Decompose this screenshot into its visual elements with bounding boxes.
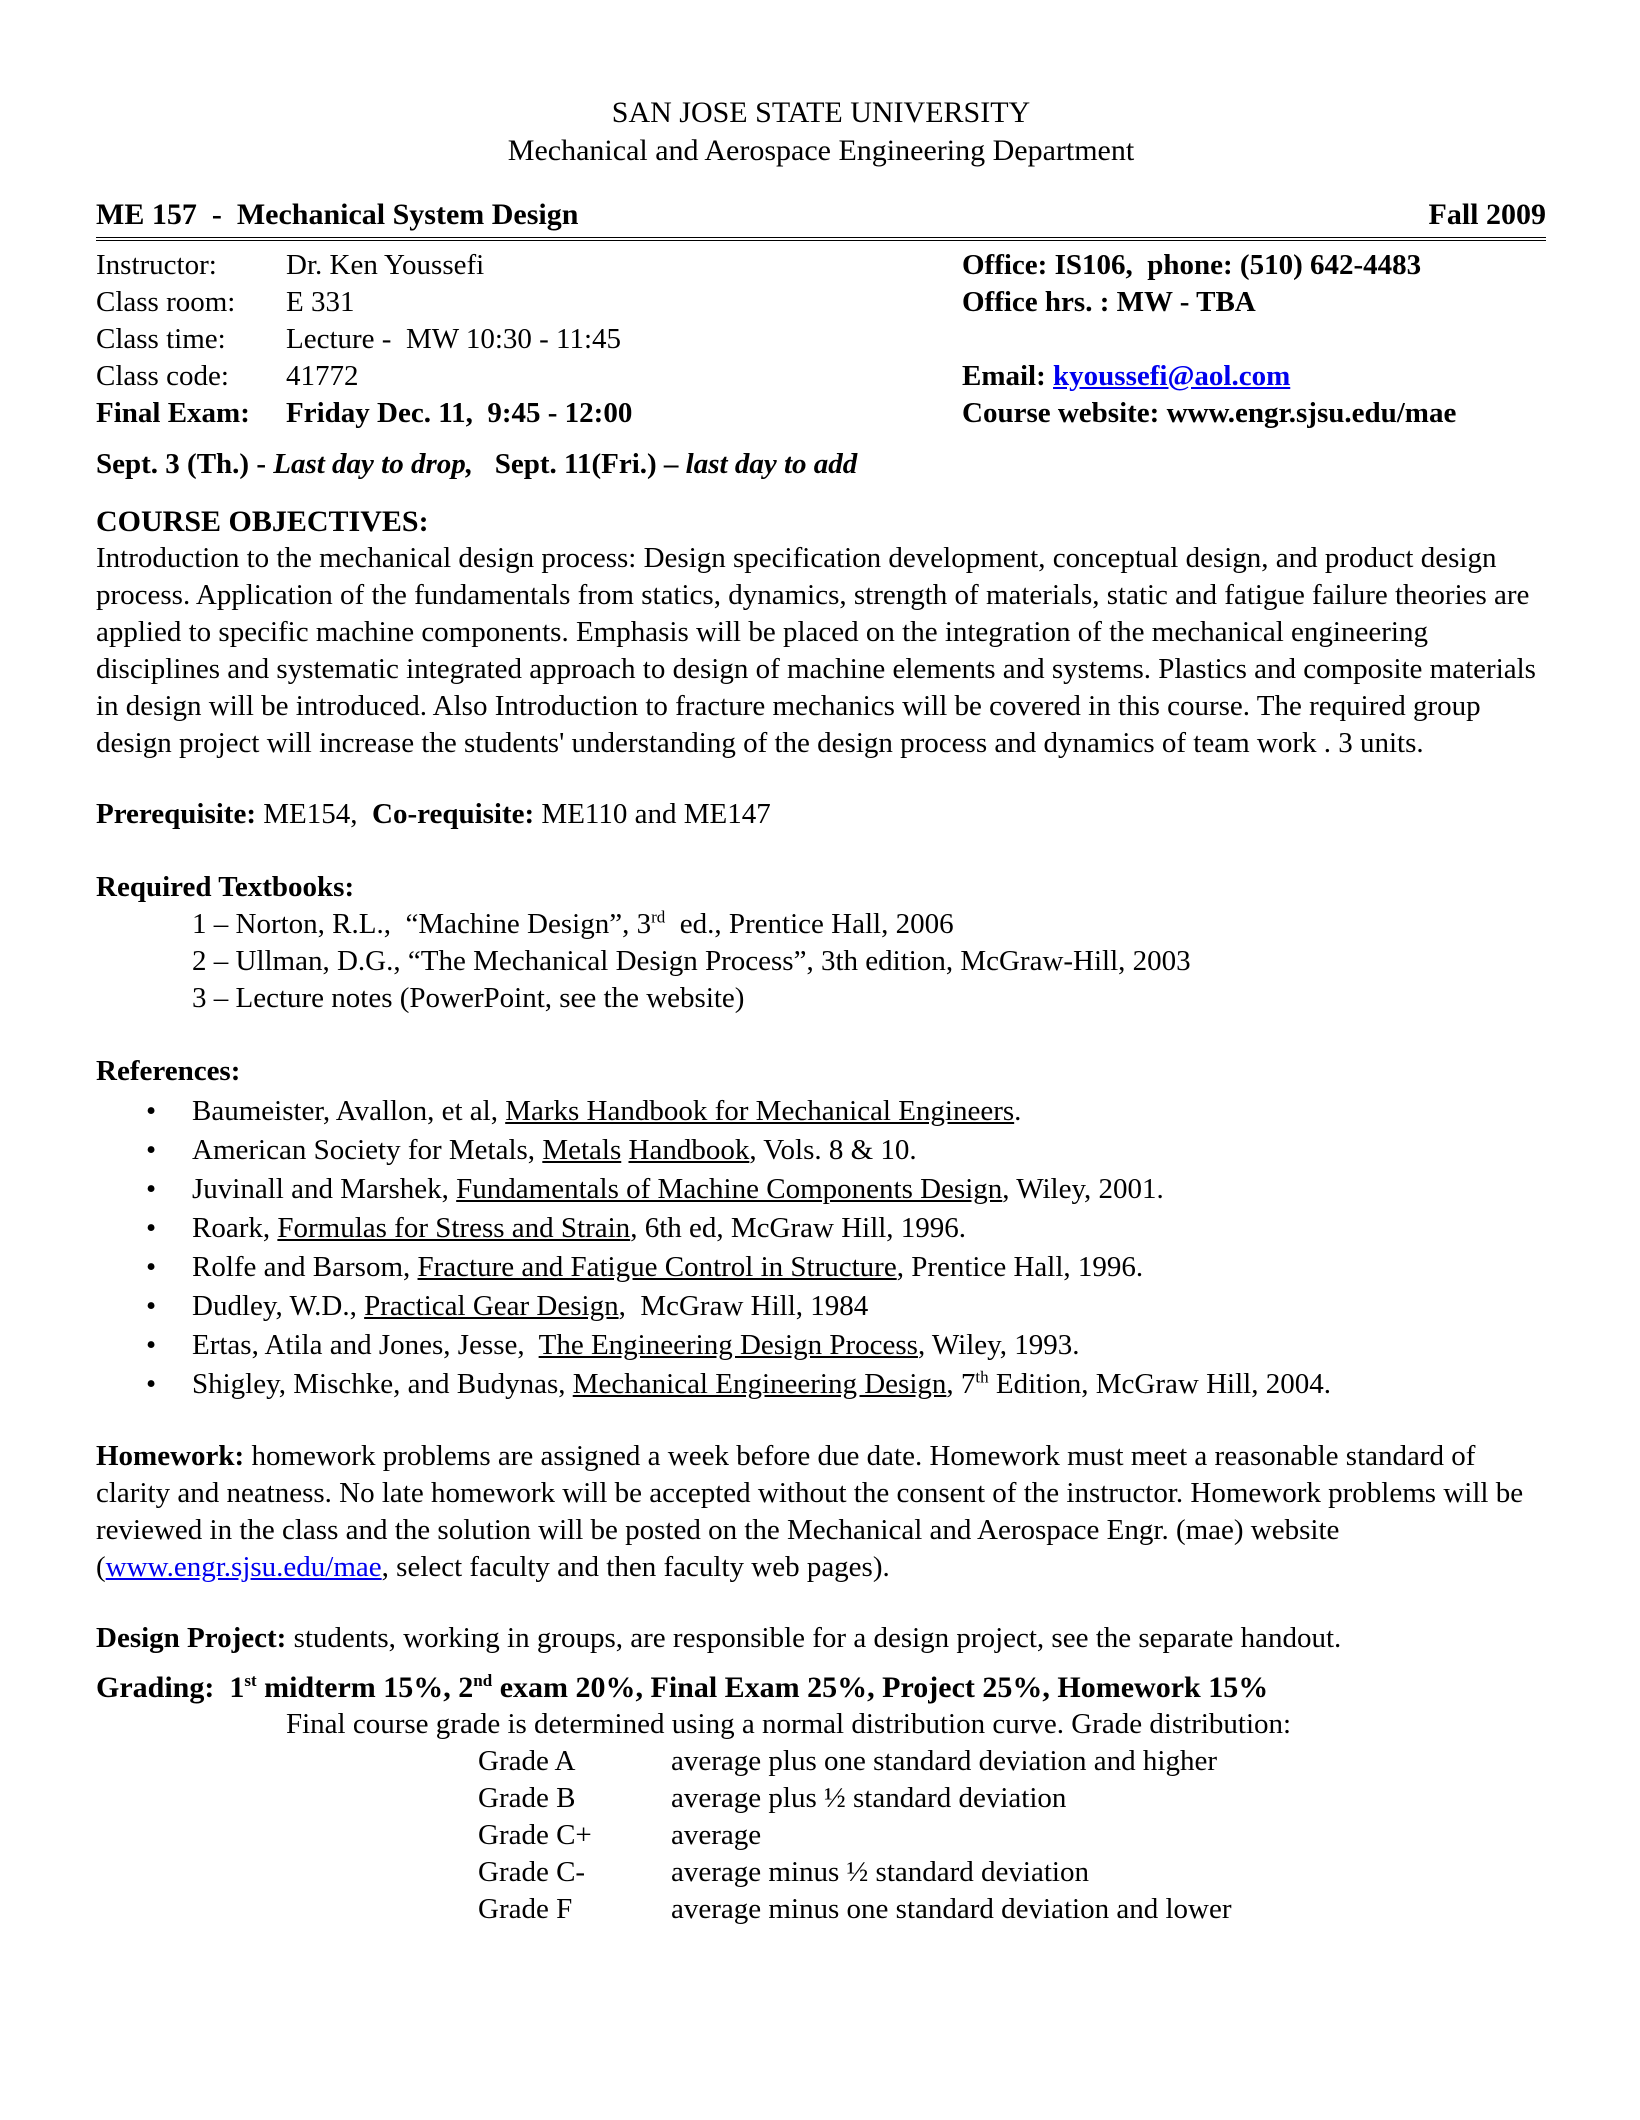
reference-title: Mechanical Engineering Design xyxy=(572,1368,947,1400)
room-label: Class room: xyxy=(96,286,236,318)
reference-details: , 7 xyxy=(946,1368,976,1400)
reference-item xyxy=(96,1287,1546,1326)
reference-details: . xyxy=(1014,1095,1022,1127)
code-label: Class code: xyxy=(96,360,229,392)
design-project-section xyxy=(96,1620,1546,1657)
homework-section xyxy=(96,1438,1546,1586)
reference-authors: Baumeister, Avallon, et al, xyxy=(192,1095,506,1127)
grade-name: Grade C- xyxy=(478,1856,586,1888)
grade-row xyxy=(478,1891,1546,1928)
reference-details-rest: Edition, McGraw Hill, 2004. xyxy=(988,1368,1331,1400)
reference-item xyxy=(96,1248,1546,1287)
office-hours: Office hrs. : MW - TBA xyxy=(962,286,1256,318)
textbooks-title: Required Textbooks: xyxy=(96,871,355,903)
grading-sup-2: nd xyxy=(473,1671,493,1690)
reference-item xyxy=(96,1170,1546,1209)
reference-title: The Engineering Design Process xyxy=(538,1329,918,1361)
textbook-item: 3 – Lecture notes (PowerPoint, see the website) xyxy=(192,982,745,1014)
reference-sup: th xyxy=(975,1367,989,1387)
prereq-label: Prerequisite: xyxy=(96,798,256,830)
coreq-value: ME110 and ME147 xyxy=(534,798,771,830)
instructor-row xyxy=(96,247,962,284)
grade-desc: average plus ½ standard deviation xyxy=(671,1782,1067,1814)
reference-authors: Rolfe and Barsom, xyxy=(192,1251,418,1283)
grade-row xyxy=(478,1817,1546,1854)
homework-text: homework problems are assigned a week before due date. Homework must meet a reasonable standard of clarity and neatness. No late homework will be accepted without the consent of the instructor. Homework problems will be reviewed in the class and the solution will be posted on the Mechanical and Aerospace Engr. (mae) website ( xyxy=(96,1440,1524,1583)
reference-authors: Juvinall and Marshek, xyxy=(192,1173,457,1205)
final-exam-value: Friday Dec. 11, 9:45 - 12:00 xyxy=(286,397,633,429)
reference-authors: Roark, xyxy=(192,1212,278,1244)
email-row xyxy=(962,358,1456,395)
course-info-right xyxy=(962,247,1456,432)
final-exam-row xyxy=(96,395,962,432)
reference-title: Metals xyxy=(542,1134,622,1166)
email-link[interactable]: kyoussefi@aol.com xyxy=(1053,360,1291,392)
course-info xyxy=(96,247,1546,432)
reference-details: , Wiley, 2001. xyxy=(1002,1173,1164,1205)
department-name: Mechanical and Aerospace Engineering Department xyxy=(507,134,1135,167)
email-label: Email: xyxy=(962,360,1054,392)
reference-authors: Shigley, Mischke, and Budynas, xyxy=(192,1368,573,1400)
university-header xyxy=(96,94,1546,170)
objectives-title: COURSE OBJECTIVES: xyxy=(96,505,429,538)
references-title: References: xyxy=(96,1055,241,1087)
textbook-1-text: 1 – Norton, R.L., “Machine Design”, 3 xyxy=(192,908,652,940)
homework-label: Homework: xyxy=(96,1440,245,1472)
reference-title: Formulas for Stress and Strain xyxy=(277,1212,631,1244)
reference-title: Marks Handbook for Mechanical Engineers xyxy=(505,1095,1015,1127)
coreq-label: Co-requisite: xyxy=(372,798,535,830)
reference-title: Handbook xyxy=(628,1134,750,1166)
reference-details: , McGraw Hill, 1984 xyxy=(618,1290,869,1322)
reference-title: Fundamentals of Machine Components Design xyxy=(456,1173,1003,1205)
course-info-left xyxy=(96,247,962,432)
room-value: E 331 xyxy=(286,286,355,318)
grading-line xyxy=(96,1669,1546,1706)
term: Fall 2009 xyxy=(1428,198,1546,231)
course-title: ME 157 - Mechanical System Design xyxy=(96,198,579,231)
reference-details: , Vols. 8 & 10. xyxy=(749,1134,917,1166)
reference-authors: Ertas, Atila and Jones, Jesse, xyxy=(192,1329,539,1361)
time-row xyxy=(96,321,962,358)
add-date: Sept. 11(Fri.) – xyxy=(494,448,686,480)
reference-details: , Wiley, 1993. xyxy=(917,1329,1080,1361)
objectives-text: Introduction to the mechanical design process: Design specification development, conceptual design, and product design process. Application of the fundamentals from statics, dynamics, strength of materials, static and fatigue failure theories are applied to specific machine components. Emphasis will be placed on the integration of the mechanical engineering disciplines and systematic integrated approach to design of machine elements and systems. Plastics and composite materials in design will be introduced. Also Introduction to fracture mechanics will be covered in this course. The required group design project will increase the students' understanding of the design process and dynamics of team work . 3 units. xyxy=(96,542,1536,759)
add-drop-dates xyxy=(96,446,1546,483)
references-list xyxy=(96,1092,1546,1404)
reference-item xyxy=(96,1365,1546,1404)
course-website: Course website: www.engr.sjsu.edu/mae xyxy=(962,397,1457,429)
reference-title: Fracture and Fatigue Control in Structure xyxy=(417,1251,897,1283)
final-exam-label: Final Exam: xyxy=(96,397,250,429)
reference-authors: Dudley, W.D., xyxy=(192,1290,365,1322)
grade-row xyxy=(478,1854,1546,1891)
grading-rest: exam 20%, Final Exam 25%, Project 25%, Homework 15% xyxy=(492,1671,1269,1704)
textbook-1-sup: rd xyxy=(651,907,666,927)
textbook-item: 2 – Ullman, D.G., “The Mechanical Design Process”, 3th edition, McGraw-Hill, 2003 xyxy=(192,945,1191,977)
grade-desc: average minus one standard deviation and lower xyxy=(671,1893,1232,1925)
grade-row xyxy=(478,1743,1546,1780)
grade-name: Grade A xyxy=(478,1745,576,1777)
reference-item xyxy=(96,1131,1546,1170)
grade-name: Grade F xyxy=(478,1893,573,1925)
design-project-label: Design Project: xyxy=(96,1622,287,1654)
spacer xyxy=(962,321,1456,358)
code-value: 41772 xyxy=(286,360,359,392)
course-title-row xyxy=(96,196,1546,241)
homework-text-end: , select faculty and then faculty web pages). xyxy=(381,1551,890,1583)
reference-authors: American Society for Metals, xyxy=(192,1134,543,1166)
drop-date: Sept. 3 (Th.) - xyxy=(96,448,274,480)
reference-item xyxy=(96,1092,1546,1131)
textbook-1-rest: ed., Prentice Hall, 2006 xyxy=(665,908,954,940)
reference-details: , 6th ed, McGraw Hill, 1996. xyxy=(630,1212,967,1244)
design-project-text: students, working in groups, are responsible for a design project, see the separate handout. xyxy=(286,1622,1342,1654)
time-label: Class time: xyxy=(96,323,226,355)
syllabus-page xyxy=(96,94,1546,1928)
grade-distribution-table xyxy=(478,1743,1546,1928)
grade-row xyxy=(478,1780,1546,1817)
grading-mid: midterm 15%, 2 xyxy=(256,1671,474,1704)
grading-sup-1: st xyxy=(244,1671,257,1690)
office: Office: IS106, phone: (510) 642-4483 xyxy=(962,249,1422,281)
room-row xyxy=(96,284,962,321)
grading-label: Grading: 1 xyxy=(96,1671,245,1704)
instructor-label: Instructor: xyxy=(96,249,217,281)
grade-name: Grade B xyxy=(478,1782,576,1814)
reference-details: , Prentice Hall, 1996. xyxy=(896,1251,1144,1283)
mae-website-link[interactable]: www.engr.sjsu.edu/mae xyxy=(105,1551,382,1583)
grade-name: Grade C+ xyxy=(478,1819,592,1851)
prereq-value: ME154, xyxy=(256,798,372,830)
grade-desc: average xyxy=(671,1819,762,1851)
grade-intro: Final course grade is determined using a normal distribution curve. Grade distribution: xyxy=(286,1708,1292,1740)
add-text: last day to add xyxy=(685,448,858,480)
university-name: SAN JOSE STATE UNIVERSITY xyxy=(611,96,1031,129)
reference-item xyxy=(96,1326,1546,1365)
reference-title: Practical Gear Design xyxy=(364,1290,619,1322)
time-value: Lecture - MW 10:30 - 11:45 xyxy=(286,323,622,355)
instructor-value: Dr. Ken Youssefi xyxy=(286,249,485,281)
grade-desc: average plus one standard deviation and higher xyxy=(671,1745,1217,1777)
reference-item xyxy=(96,1209,1546,1248)
code-row xyxy=(96,358,962,395)
drop-text: Last day to drop, xyxy=(273,448,474,480)
prerequisites xyxy=(96,796,1546,833)
grade-desc: average minus ½ standard deviation xyxy=(671,1856,1089,1888)
textbook-item xyxy=(96,906,1546,943)
